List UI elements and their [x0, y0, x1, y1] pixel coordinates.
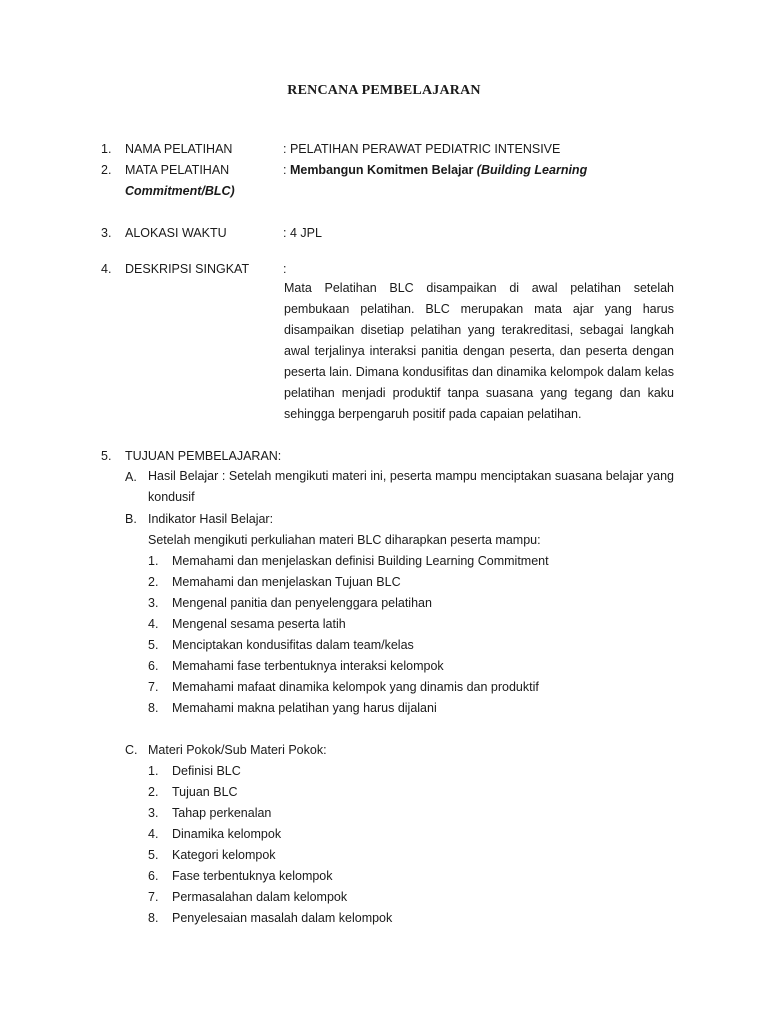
- item-number-2: 2.: [101, 163, 112, 177]
- materi-list-item-number: 5.: [148, 848, 159, 862]
- indikator-list-item-text: Mengenal sesama peserta latih: [172, 617, 346, 631]
- indikator-list-item-text: Memahami fase terbentuknya interaksi kelompok: [172, 659, 444, 673]
- item-number-5: 5.: [101, 449, 112, 463]
- deskripsi-singkat-label: DESKRIPSI SINGKAT: [125, 262, 250, 276]
- indikator-list-item-text: Mengenal panitia dan penyelenggara pelatihan: [172, 596, 432, 610]
- indikator-intro: Setelah mengikuti perkuliahan materi BLC diharapkan peserta mampu:: [148, 533, 541, 547]
- indikator-letter: B.: [125, 512, 137, 526]
- item-number-1: 1.: [101, 142, 112, 156]
- indikator-list-item-number: 7.: [148, 680, 159, 694]
- materi-list-item-text: Tujuan BLC: [172, 785, 238, 799]
- nama-pelatihan-value: : PELATIHAN PERAWAT PEDIATRIC INTENSIVE: [283, 142, 561, 156]
- deskripsi-singkat-colon: :: [283, 262, 287, 276]
- hasil-letter: A.: [125, 470, 137, 484]
- deskripsi-paragraph: Mata Pelatihan BLC disampaikan di awal pelatihan setelah pembukaan pelatihan. BLC merupakan mata ajar yang harus disampaikan disetiap pelatihan yang terakreditasi, sebagai langkah awal terjalinya interaksi panitia dengan peserta, dan peserta dengan peserta lain. Dimana kondusifitas dan dinamika kelompok dalam kelas pelatihan menjadi produktif tanpa suasana yang tegang dan kaku sehingga berpengaruh positif pada capaian pelatihan.: [284, 281, 674, 421]
- mata-pelatihan-prefix: :: [283, 163, 290, 177]
- materi-list-item-number: 8.: [148, 911, 159, 925]
- item-number-3: 3.: [101, 226, 112, 240]
- tujuan-pembelajaran-heading: TUJUAN PEMBELAJARAN:: [125, 449, 282, 463]
- indikator-list-item-text: Menciptakan kondusifitas dalam team/kelas: [172, 638, 414, 652]
- indikator-list-item-number: 1.: [148, 554, 159, 568]
- mata-pelatihan-value: [283, 161, 587, 179]
- alokasi-waktu-value: : 4 JPL: [283, 226, 322, 240]
- mata-pelatihan-continuation: Commitment/BLC): [125, 184, 235, 198]
- materi-list-item-text: Fase terbentuknya kelompok: [172, 869, 333, 883]
- materi-list-item-number: 6.: [148, 869, 159, 883]
- materi-list-item-number: 7.: [148, 890, 159, 904]
- item-number-4: 4.: [101, 262, 112, 276]
- materi-letter: C.: [125, 743, 138, 757]
- indikator-list-item-text: Memahami dan menjelaskan definisi Building Learning Commitment: [172, 554, 549, 568]
- indikator-heading: Indikator Hasil Belajar:: [148, 512, 274, 526]
- mata-pelatihan-bolditalic: (Building Learning: [476, 163, 588, 177]
- mata-pelatihan-label: MATA PELATIHAN: [125, 163, 230, 177]
- indikator-list-item-number: 4.: [148, 617, 159, 631]
- indikator-list-item-number: 3.: [148, 596, 159, 610]
- indikator-list-item-text: Memahami dan menjelaskan Tujuan BLC: [172, 575, 401, 589]
- materi-list-item-number: 1.: [148, 764, 159, 778]
- materi-list-item-text: Definisi BLC: [172, 764, 241, 778]
- materi-list-item-text: Kategori kelompok: [172, 848, 276, 862]
- materi-list-item-number: 3.: [148, 806, 159, 820]
- page-title: RENCANA PEMBELAJARAN: [287, 83, 481, 98]
- materi-list-item-text: Penyelesaian masalah dalam kelompok: [172, 911, 393, 925]
- indikator-list-item-number: 5.: [148, 638, 159, 652]
- materi-list-item-text: Dinamika kelompok: [172, 827, 282, 841]
- materi-heading: Materi Pokok/Sub Materi Pokok:: [148, 743, 327, 757]
- indikator-list-item-number: 2.: [148, 575, 159, 589]
- alokasi-waktu-label: ALOKASI WAKTU: [125, 226, 227, 240]
- hasil-belajar-text: Hasil Belajar : Setelah mengikuti materi ini, peserta mampu menciptakan suasana belajar yang kondusif: [148, 469, 674, 504]
- materi-list-item-text: Tahap perkenalan: [172, 806, 272, 820]
- indikator-list-item-text: Memahami makna pelatihan yang harus dijalani: [172, 701, 437, 715]
- indikator-list-item-number: 6.: [148, 659, 159, 673]
- nama-pelatihan-label: NAMA PELATIHAN: [125, 142, 233, 156]
- indikator-list-item-text: Memahami mafaat dinamika kelompok yang dinamis dan produktif: [172, 680, 539, 694]
- indikator-list-item-number: 8.: [148, 701, 159, 715]
- materi-list-item-number: 4.: [148, 827, 159, 841]
- materi-list-item-text: Permasalahan dalam kelompok: [172, 890, 348, 904]
- mata-pelatihan-bold: Membangun Komitmen Belajar: [289, 163, 477, 177]
- materi-list-item-number: 2.: [148, 785, 159, 799]
